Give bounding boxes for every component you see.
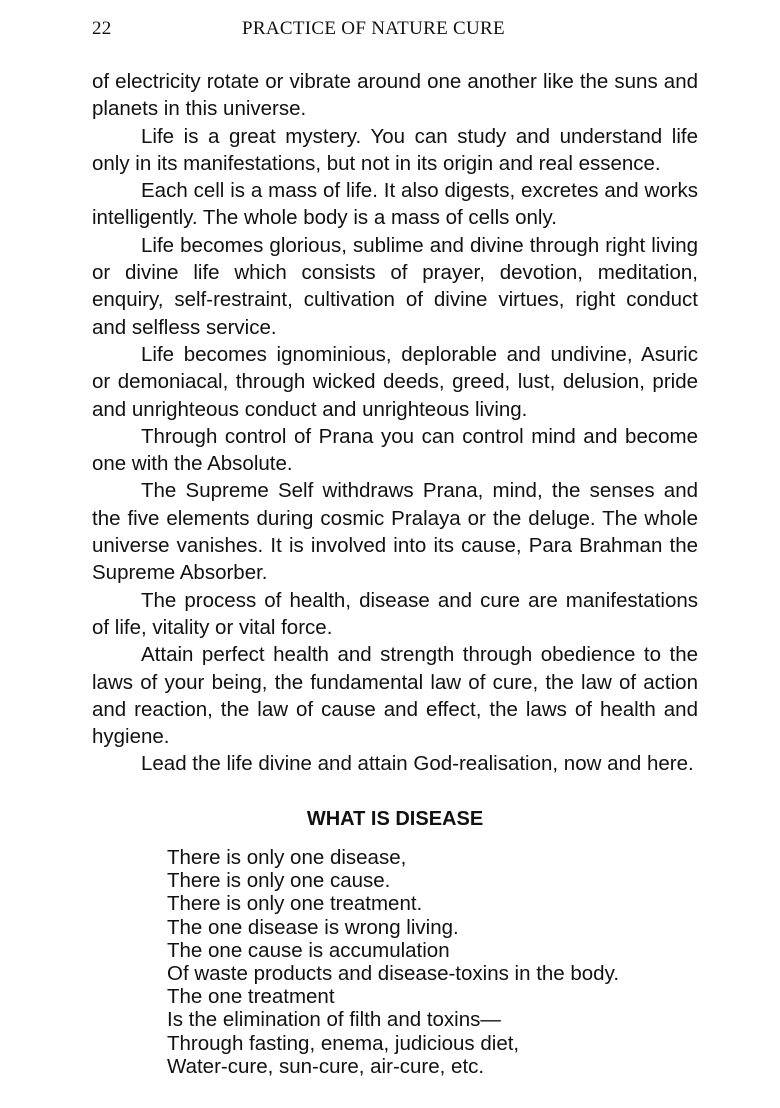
verse-line: Of waste products and disease-toxins in the body. xyxy=(167,962,620,986)
page-header xyxy=(92,18,698,46)
paragraph: of electricity rotate or vibrate around one another like the suns and planets in this universe. xyxy=(92,70,698,121)
paragraph: Lead the life divine and attain God-realisation, now and here. xyxy=(141,752,694,776)
paragraph: The process of health, disease and cure are manifestations of life, vitality or vital force. xyxy=(92,588,698,639)
verse-line: The one cause is accumulation xyxy=(167,938,450,962)
verse-line: Water-cure, sun-cure, air-cure, etc. xyxy=(167,1054,485,1078)
paragraph: Life becomes ignominious, deplorable and undivine, Asuric or demoniacal, through wicked deeds, greed, lust, delusion, pride and unrighteous conduct and unrighteous living. xyxy=(92,342,698,421)
paragraph: Through control of Prana you can control mind and become one with the Absolute. xyxy=(92,424,698,476)
verse-line: There is only one disease, xyxy=(167,846,407,869)
page-number: 22 xyxy=(92,18,112,39)
paragraph: The Supreme Self withdraws Prana, mind, the senses and the five elements during cosmic Pralaya or the deluge. The whole universe vanishes. It is involved into its cause, Para Brahman the Supreme Absorber. xyxy=(92,479,698,585)
paragraph: Life becomes glorious, sublime and divine through right living or divine life which consists of prayer, devotion, meditation, enquiry, self-restraint, cultivation of divine virtues, right conduct and selfless service. xyxy=(92,233,698,339)
verse-line: The one disease is wrong living. xyxy=(167,915,459,939)
section-heading: WHAT IS DISEASE xyxy=(306,808,484,830)
verse-block xyxy=(167,846,619,1078)
verse-line: Is the elimination of filth and toxins— xyxy=(167,1008,501,1032)
verse-line: There is only one treatment. xyxy=(167,892,423,916)
verse-line: There is only one cause. xyxy=(167,869,391,893)
verse-line: The one treatment xyxy=(167,985,335,1009)
paragraph: Life is a great mystery. You can study and understand life only in its manifestations, but not in its origin and real essence. xyxy=(92,124,698,175)
running-head: PRACTICE OF NATURE CURE xyxy=(242,18,505,39)
body-text xyxy=(92,68,698,778)
verse-line: Through fasting, enema, judicious diet, xyxy=(167,1031,520,1055)
paragraph: Each cell is a mass of life. It also digests, excretes and works intelligently. The whole body is a mass of cells only. xyxy=(92,179,698,230)
paragraph: Attain perfect health and strength through obedience to the laws of your being, the fundamental law of cure, the law of action and reaction, the law of cause and effect, the laws of health and hygiene. xyxy=(92,643,698,749)
